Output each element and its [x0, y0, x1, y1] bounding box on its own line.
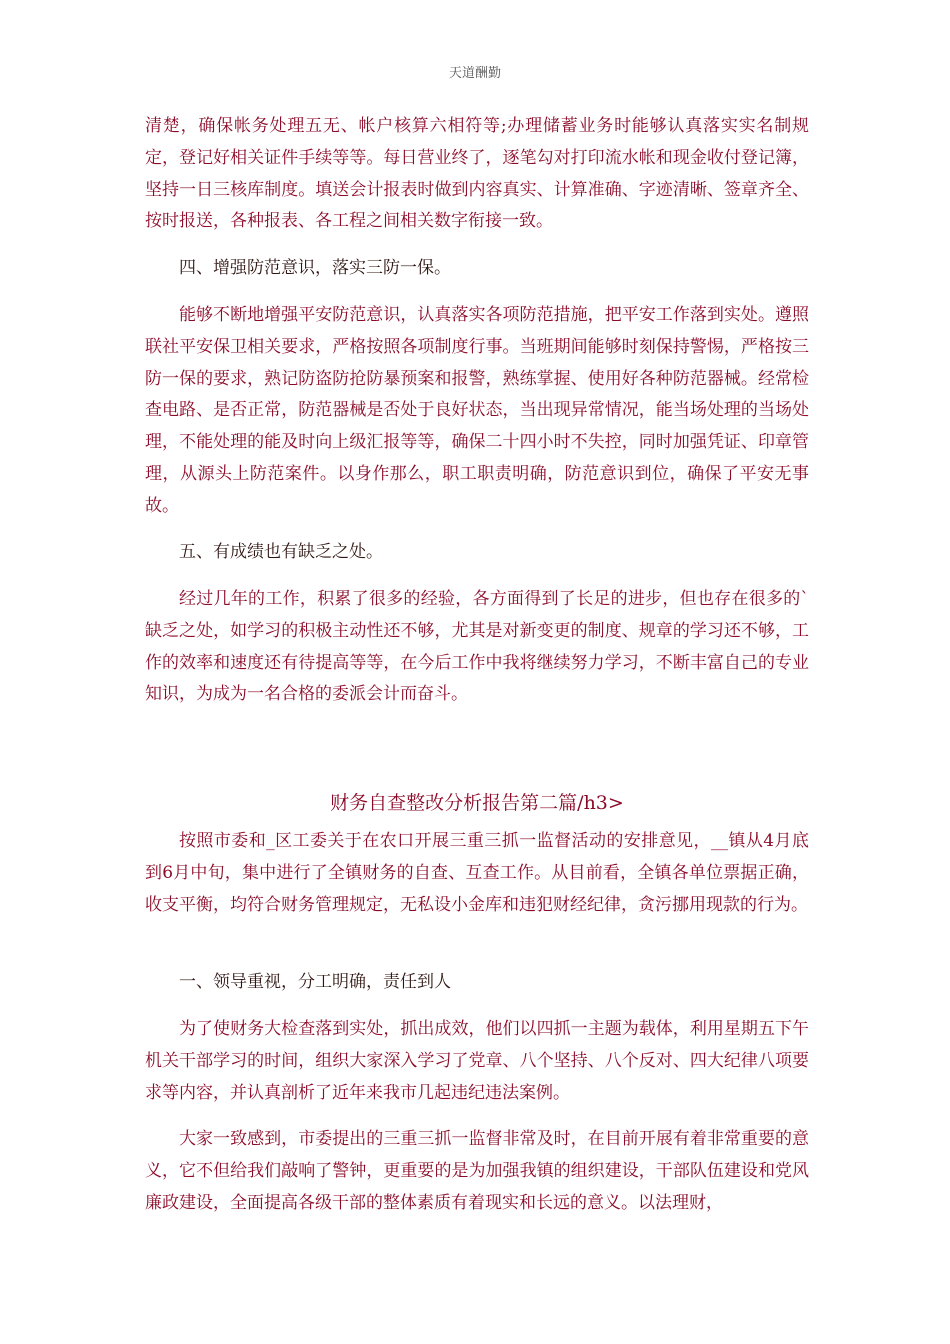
section-heading-5: 五、有成绩也有缺乏之处。: [179, 542, 383, 562]
section-heading-1: 一、领导重视，分工明确，责任到人: [179, 972, 451, 992]
paragraph-consensus: 大家一致感到，市委提出的三重三抓一监督非常及时，在目前开展有着非常重要的意义，它不但给我们敲响了警钟，更重要的是为加强我镇的组织建设，干部队伍建设和党风廉政建设，全面提高各级干部的整体素质有着现实和长远的意义。以法理财，: [145, 1129, 809, 1213]
section-heading-4: 四、增强防范意识，落实三防一保。: [179, 258, 451, 278]
article-title: 财务自查整改分析报告第二篇/h3>: [330, 792, 624, 814]
paragraph-continued: 清楚，确保帐务处理五无、帐户核算六相符等;办理储蓄业务时能够认真落实实名制规定，登记好相关证件手续等等。每日营业终了，逐笔勾对打印流水帐和现金收付登记簿，坚持一日三核库制度。填送会计报表时做到内容真实、计算准确、字迹清晰、签章齐全、按时报送，各种报表、各工程之间相关数字衔接一致。: [145, 116, 809, 232]
page-header: 天道酬勤: [448, 66, 501, 81]
paragraph-security: 能够不断地增强平安防范意识，认真落实各项防范措施，把平安工作落到实处。遵照联社平安保卫相关要求，严格按照各项制度行事。当班期间能够时刻保持警惕，严格按三防一保的要求，熟记防盗防抢防暴预案和报警，熟练掌握、使用好各种防范器械。经常检查电路、是否正常，防范器械是否处于良好状态，当出现异常情况，能当场处理的当场处理，不能处理的能及时向上级汇报等等，确保二十四小时不失控，同时加强凭证、印章管理，从源头上防范案件。以身作那么，职工职责明确，防范意识到位，确保了平安无事故。: [145, 305, 809, 516]
paragraph-shortcomings: 经过几年的工作，积累了很多的经验，各方面得到了长足的进步，但也存在很多的`缺乏之处，如学习的积极主动性还不够，尤其是对新变更的制度、规章的学习还不够，工作的效率和速度还有待提高等等，在今后工作中我将继续努力学习，不断丰富自己的专业知识，为成为一名合格的委派会计而奋斗。: [145, 589, 809, 705]
paragraph-intro: 按照市委和_区工委关于在农口开展三重三抓一监督活动的安排意见，__镇从4月底到6月中旬，集中进行了全镇财务的自查、互查工作。从目前看，全镇各单位票据正确，收支平衡，均符合财务管理规定，无私设小金库和违犯财经纪律，贪污挪用现款的行为。: [145, 831, 809, 915]
paragraph-leadership: 为了使财务大检查落到实处，抓出成效，他们以四抓一主题为载体，利用星期五下午机关干部学习的时间，组织大家深入学习了党章、八个坚持、八个反对、四大纪律八项要求等内容，并认真剖析了近年来我市几起违纪违法案例。: [145, 1019, 809, 1103]
